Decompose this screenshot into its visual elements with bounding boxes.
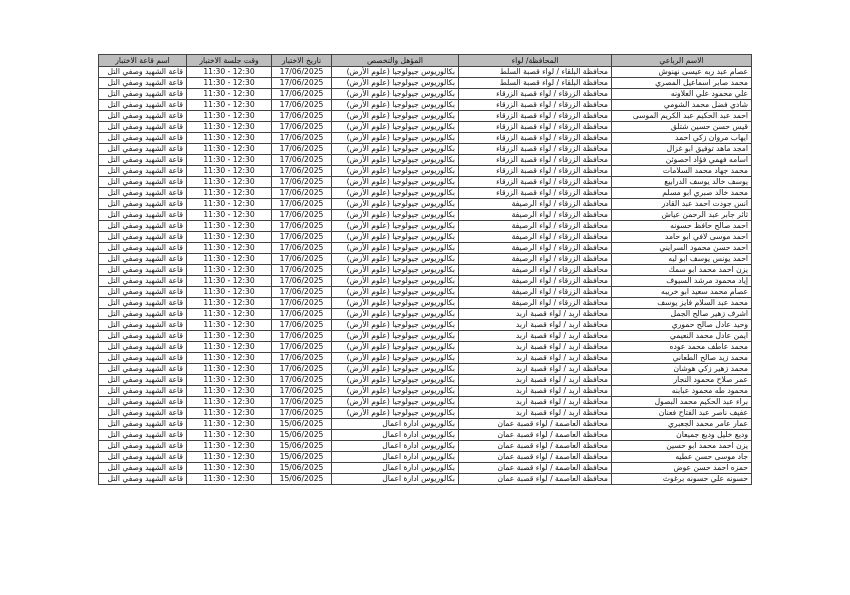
cell-time: 11:30 - 12:30 — [187, 221, 272, 232]
cell-qualification: بكالوريوس جيولوجيا (علوم الأرض) — [332, 122, 459, 133]
cell-hall: قاعة الشهيد وصفي التل — [99, 144, 187, 155]
cell-name: إياد محمود مرشد السيوف — [612, 276, 752, 287]
header-time: وقت جلسة الاختبار — [187, 55, 272, 67]
cell-governorate: محافظة الزرقاء / لواء قصبة الزرقاء — [459, 89, 612, 100]
cell-name: ايهاب مروان زكي احمد — [612, 133, 752, 144]
cell-name: يزن احمد محمد ابو حسين — [612, 441, 752, 452]
table-row — [99, 298, 752, 309]
cell-hall: قاعة الشهيد وصفي التل — [99, 342, 187, 353]
cell-time: 11:30 - 12:30 — [187, 265, 272, 276]
cell-qualification: بكالوريوس جيولوجيا (علوم الأرض) — [332, 210, 459, 221]
table-row — [99, 364, 752, 375]
cell-hall: قاعة الشهيد وصفي التل — [99, 265, 187, 276]
table-row — [99, 276, 752, 287]
table-row — [99, 144, 752, 155]
cell-hall: قاعة الشهيد وصفي التل — [99, 320, 187, 331]
cell-governorate: محافظة اربد / لواء قصبة اربد — [459, 320, 612, 331]
table-row — [99, 265, 752, 276]
cell-governorate: محافظة الزرقاء / لواء قصبة الزرقاء — [459, 144, 612, 155]
cell-time: 11:30 - 12:30 — [187, 243, 272, 254]
cell-time: 11:30 - 12:30 — [187, 122, 272, 133]
table-row — [99, 254, 752, 265]
cell-name: قيس حسن حسين شتلق — [612, 122, 752, 133]
cell-governorate: محافظة اربد / لواء قصبة اربد — [459, 353, 612, 364]
header-hall: اسم قاعة الاختبار — [99, 55, 187, 67]
cell-time: 11:30 - 12:30 — [187, 474, 272, 485]
cell-name: شادي فضل محمد الشومي — [612, 100, 752, 111]
cell-name: احمد موسى لافي ابو حامد — [612, 232, 752, 243]
cell-governorate: محافظة الزرقاء / لواء قصبة الزرقاء — [459, 166, 612, 177]
cell-governorate: محافظة الزرقاء / لواء الرصيفة — [459, 221, 612, 232]
header-governorate: المحافظة/ لواء — [459, 55, 612, 67]
cell-date: 17/06/2025 — [272, 155, 332, 166]
cell-governorate: محافظة اربد / لواء قصبة اربد — [459, 408, 612, 419]
cell-governorate: محافظة اربد / لواء قصبة اربد — [459, 386, 612, 397]
cell-governorate: محافظة الزرقاء / لواء الرصيفة — [459, 287, 612, 298]
table-row — [99, 221, 752, 232]
cell-hall: قاعة الشهيد وصفي التل — [99, 397, 187, 408]
cell-qualification: بكالوريوس جيولوجيا (علوم الأرض) — [332, 298, 459, 309]
cell-qualification: بكالوريوس جيولوجيا (علوم الأرض) — [332, 265, 459, 276]
cell-hall: قاعة الشهيد وصفي التل — [99, 199, 187, 210]
cell-date: 17/06/2025 — [272, 298, 332, 309]
table-row — [99, 474, 752, 485]
table-row — [99, 210, 752, 221]
cell-hall: قاعة الشهيد وصفي التل — [99, 452, 187, 463]
cell-qualification: بكالوريوس جيولوجيا (علوم الأرض) — [332, 397, 459, 408]
table-row — [99, 133, 752, 144]
cell-hall: قاعة الشهيد وصفي التل — [99, 474, 187, 485]
cell-name: احمد عبد الحكيم عبد الكريم الموسى — [612, 111, 752, 122]
cell-governorate: محافظة الزرقاء / لواء الرصيفة — [459, 243, 612, 254]
cell-qualification: بكالوريوس جيولوجيا (علوم الأرض) — [332, 188, 459, 199]
cell-date: 17/06/2025 — [272, 166, 332, 177]
cell-date: 17/06/2025 — [272, 276, 332, 287]
cell-governorate: محافظة البلقاء / لواء قصبة السلط — [459, 67, 612, 78]
cell-governorate: محافظة الزرقاء / لواء الرصيفة — [459, 210, 612, 221]
cell-qualification: بكالوريوس جيولوجيا (علوم الأرض) — [332, 67, 459, 78]
cell-date: 17/06/2025 — [272, 243, 332, 254]
cell-time: 11:30 - 12:30 — [187, 89, 272, 100]
header-qualification: المؤهل والتخصص — [332, 55, 459, 67]
cell-name: عمر صلاح محمود النجار — [612, 375, 752, 386]
cell-date: 15/06/2025 — [272, 419, 332, 430]
cell-date: 17/06/2025 — [272, 320, 332, 331]
header-name: الاسم الرباعي — [612, 55, 752, 67]
table-row — [99, 287, 752, 298]
cell-governorate: محافظة الزرقاء / لواء الرصيفة — [459, 254, 612, 265]
cell-qualification: بكالوريوس جيولوجيا (علوم الأرض) — [332, 78, 459, 89]
cell-date: 17/06/2025 — [272, 89, 332, 100]
cell-date: 17/06/2025 — [272, 331, 332, 342]
table-row — [99, 408, 752, 419]
table-row — [99, 199, 752, 210]
cell-name: محمود طه محمود عبابنه — [612, 386, 752, 397]
cell-name: وحيد عادل صالح حموري — [612, 320, 752, 331]
cell-name: براء عبد الحكيم محمد البصول — [612, 397, 752, 408]
table-row — [99, 419, 752, 430]
cell-time: 11:30 - 12:30 — [187, 342, 272, 353]
cell-name: محمد زيد صالح الطعاني — [612, 353, 752, 364]
cell-governorate: محافظة اربد / لواء قصبة اربد — [459, 331, 612, 342]
cell-governorate: محافظة الزرقاء / لواء الرصيفة — [459, 298, 612, 309]
cell-hall: قاعة الشهيد وصفي التل — [99, 221, 187, 232]
cell-governorate: محافظة الزرقاء / لواء الرصيفة — [459, 199, 612, 210]
table-row — [99, 331, 752, 342]
cell-hall: قاعة الشهيد وصفي التل — [99, 353, 187, 364]
cell-governorate: محافظة العاصمة / لواء قصبة عمان — [459, 430, 612, 441]
cell-hall: قاعة الشهيد وصفي التل — [99, 364, 187, 375]
cell-qualification: بكالوريوس جيولوجيا (علوم الأرض) — [332, 375, 459, 386]
cell-name: محمد عاطف محمد عوده — [612, 342, 752, 353]
cell-governorate: محافظة اربد / لواء قصبة اربد — [459, 364, 612, 375]
cell-time: 11:30 - 12:30 — [187, 386, 272, 397]
cell-time: 11:30 - 12:30 — [187, 133, 272, 144]
cell-time: 11:30 - 12:30 — [187, 188, 272, 199]
cell-name: محمد عبد السلام فايز يوسف — [612, 298, 752, 309]
table-row — [99, 89, 752, 100]
cell-date: 17/06/2025 — [272, 100, 332, 111]
cell-name: جاد موسى حسن عطيه — [612, 452, 752, 463]
cell-governorate: محافظة العاصمة / لواء قصبة عمان — [459, 419, 612, 430]
cell-date: 17/06/2025 — [272, 199, 332, 210]
cell-time: 11:30 - 12:30 — [187, 276, 272, 287]
table-row — [99, 100, 752, 111]
cell-name: احمد حسن محمود السرايني — [612, 243, 752, 254]
cell-hall: قاعة الشهيد وصفي التل — [99, 122, 187, 133]
cell-governorate: محافظة العاصمة / لواء قصبة عمان — [459, 463, 612, 474]
table-row — [99, 243, 752, 254]
cell-name: حمزه احمد حسن عوض — [612, 463, 752, 474]
exam-schedule-sheet — [98, 54, 751, 485]
cell-name: احمد يونس يوسف ابو ليه — [612, 254, 752, 265]
header-row — [99, 55, 752, 67]
cell-governorate: محافظة العاصمة / لواء قصبة عمان — [459, 452, 612, 463]
cell-governorate: محافظة اربد / لواء قصبة اربد — [459, 342, 612, 353]
cell-date: 17/06/2025 — [272, 188, 332, 199]
cell-qualification: بكالوريوس ادارة اعمال — [332, 419, 459, 430]
cell-name: عفيف ناصر عبد الفتاح فعنان — [612, 408, 752, 419]
cell-qualification: بكالوريوس جيولوجيا (علوم الأرض) — [332, 199, 459, 210]
table-row — [99, 386, 752, 397]
cell-time: 11:30 - 12:30 — [187, 430, 272, 441]
cell-governorate: محافظة الزرقاء / لواء الرصيفة — [459, 276, 612, 287]
cell-qualification: بكالوريوس جيولوجيا (علوم الأرض) — [332, 364, 459, 375]
cell-qualification: بكالوريوس جيولوجيا (علوم الأرض) — [332, 353, 459, 364]
cell-qualification: بكالوريوس جيولوجيا (علوم الأرض) — [332, 342, 459, 353]
cell-date: 17/06/2025 — [272, 210, 332, 221]
cell-qualification: بكالوريوس جيولوجيا (علوم الأرض) — [332, 89, 459, 100]
cell-date: 17/06/2025 — [272, 122, 332, 133]
cell-governorate: محافظة الزرقاء / لواء الرصيفة — [459, 232, 612, 243]
cell-name: امجد ماهد توفيق ابو غزال — [612, 144, 752, 155]
table-row — [99, 177, 752, 188]
cell-time: 11:30 - 12:30 — [187, 199, 272, 210]
cell-hall: قاعة الشهيد وصفي التل — [99, 78, 187, 89]
cell-time: 11:30 - 12:30 — [187, 441, 272, 452]
cell-hall: قاعة الشهيد وصفي التل — [99, 419, 187, 430]
cell-qualification: بكالوريوس جيولوجيا (علوم الأرض) — [332, 243, 459, 254]
cell-qualification: بكالوريوس جيولوجيا (علوم الأرض) — [332, 386, 459, 397]
cell-hall: قاعة الشهيد وصفي التل — [99, 166, 187, 177]
cell-date: 15/06/2025 — [272, 452, 332, 463]
cell-time: 11:30 - 12:30 — [187, 364, 272, 375]
cell-date: 17/06/2025 — [272, 144, 332, 155]
cell-hall: قاعة الشهيد وصفي التل — [99, 89, 187, 100]
cell-time: 11:30 - 12:30 — [187, 67, 272, 78]
table-row — [99, 232, 752, 243]
cell-governorate: محافظة الزرقاء / لواء قصبة الزرقاء — [459, 100, 612, 111]
cell-date: 17/06/2025 — [272, 353, 332, 364]
cell-hall: قاعة الشهيد وصفي التل — [99, 375, 187, 386]
cell-hall: قاعة الشهيد وصفي التل — [99, 232, 187, 243]
table-row — [99, 320, 752, 331]
cell-hall: قاعة الشهيد وصفي التل — [99, 441, 187, 452]
cell-qualification: بكالوريوس جيولوجيا (علوم الأرض) — [332, 287, 459, 298]
cell-date: 17/06/2025 — [272, 364, 332, 375]
cell-name: اشرف زهير صالح الجمل — [612, 309, 752, 320]
cell-qualification: بكالوريوس ادارة اعمال — [332, 441, 459, 452]
cell-name: محمد صابر اسماعيل المصري — [612, 78, 752, 89]
cell-qualification: بكالوريوس جيولوجيا (علوم الأرض) — [332, 254, 459, 265]
cell-governorate: محافظة الزرقاء / لواء الرصيفة — [459, 265, 612, 276]
cell-date: 17/06/2025 — [272, 67, 332, 78]
cell-name: حسونه علي حسونه برغوث — [612, 474, 752, 485]
table-row — [99, 441, 752, 452]
cell-time: 11:30 - 12:30 — [187, 353, 272, 364]
cell-name: ايمن عادل محمد النعيمي — [612, 331, 752, 342]
cell-hall: قاعة الشهيد وصفي التل — [99, 276, 187, 287]
cell-qualification: بكالوريوس ادارة اعمال — [332, 452, 459, 463]
cell-time: 11:30 - 12:30 — [187, 254, 272, 265]
cell-governorate: محافظة الزرقاء / لواء قصبة الزرقاء — [459, 188, 612, 199]
cell-governorate: محافظة اربد / لواء قصبة اربد — [459, 375, 612, 386]
cell-qualification: بكالوريوس جيولوجيا (علوم الأرض) — [332, 408, 459, 419]
cell-governorate: محافظة البلقاء / لواء قصبة السلط — [459, 78, 612, 89]
cell-governorate: محافظة اربد / لواء قصبة اربد — [459, 397, 612, 408]
cell-qualification: بكالوريوس جيولوجيا (علوم الأرض) — [332, 100, 459, 111]
cell-name: ثائر جابر عبد الرحمن عياش — [612, 210, 752, 221]
cell-qualification: بكالوريوس جيولوجيا (علوم الأرض) — [332, 309, 459, 320]
cell-name: عمار عامر محمد الجعبري — [612, 419, 752, 430]
cell-name: احمد صالح حافظ حسونه — [612, 221, 752, 232]
cell-date: 15/06/2025 — [272, 441, 332, 452]
cell-governorate: محافظة اربد / لواء قصبة اربد — [459, 309, 612, 320]
cell-date: 15/06/2025 — [272, 430, 332, 441]
table-row — [99, 67, 752, 78]
cell-qualification: بكالوريوس ادارة اعمال — [332, 474, 459, 485]
cell-date: 17/06/2025 — [272, 232, 332, 243]
cell-time: 11:30 - 12:30 — [187, 408, 272, 419]
cell-name: وديع خليل وديع جميعان — [612, 430, 752, 441]
cell-qualification: بكالوريوس جيولوجيا (علوم الأرض) — [332, 111, 459, 122]
cell-hall: قاعة الشهيد وصفي التل — [99, 133, 187, 144]
cell-time: 11:30 - 12:30 — [187, 375, 272, 386]
table-row — [99, 166, 752, 177]
cell-time: 11:30 - 12:30 — [187, 111, 272, 122]
table-row — [99, 375, 752, 386]
cell-date: 15/06/2025 — [272, 474, 332, 485]
table-row — [99, 111, 752, 122]
cell-time: 11:30 - 12:30 — [187, 331, 272, 342]
cell-qualification: بكالوريوس ادارة اعمال — [332, 430, 459, 441]
cell-hall: قاعة الشهيد وصفي التل — [99, 243, 187, 254]
cell-hall: قاعة الشهيد وصفي التل — [99, 386, 187, 397]
cell-governorate: محافظة الزرقاء / لواء قصبة الزرقاء — [459, 122, 612, 133]
cell-hall: قاعة الشهيد وصفي التل — [99, 100, 187, 111]
cell-qualification: بكالوريوس جيولوجيا (علوم الأرض) — [332, 232, 459, 243]
cell-date: 17/06/2025 — [272, 221, 332, 232]
cell-date: 17/06/2025 — [272, 408, 332, 419]
cell-qualification: بكالوريوس جيولوجيا (علوم الأرض) — [332, 331, 459, 342]
header-date: تاريخ الاختبار — [272, 55, 332, 67]
table-row — [99, 309, 752, 320]
table-body — [99, 67, 752, 485]
cell-hall: قاعة الشهيد وصفي التل — [99, 155, 187, 166]
cell-date: 17/06/2025 — [272, 177, 332, 188]
cell-hall: قاعة الشهيد وصفي التل — [99, 408, 187, 419]
cell-qualification: بكالوريوس جيولوجيا (علوم الأرض) — [332, 144, 459, 155]
cell-time: 11:30 - 12:30 — [187, 166, 272, 177]
cell-time: 11:30 - 12:30 — [187, 155, 272, 166]
table-row — [99, 353, 752, 364]
cell-name: محمد خالد صبري ابو مسلم — [612, 188, 752, 199]
cell-time: 11:30 - 12:30 — [187, 287, 272, 298]
cell-time: 11:30 - 12:30 — [187, 78, 272, 89]
cell-hall: قاعة الشهيد وصفي التل — [99, 177, 187, 188]
cell-hall: قاعة الشهيد وصفي التل — [99, 254, 187, 265]
cell-name: اسامه فهمي فؤاد احصوئن — [612, 155, 752, 166]
table-row — [99, 430, 752, 441]
cell-time: 11:30 - 12:30 — [187, 397, 272, 408]
table-row — [99, 122, 752, 133]
cell-hall: قاعة الشهيد وصفي التل — [99, 287, 187, 298]
cell-qualification: بكالوريوس جيولوجيا (علوم الأرض) — [332, 177, 459, 188]
cell-time: 11:30 - 12:30 — [187, 452, 272, 463]
table-row — [99, 188, 752, 199]
cell-name: عصام محمد سعيد ابو خريبه — [612, 287, 752, 298]
table-row — [99, 397, 752, 408]
cell-time: 11:30 - 12:30 — [187, 309, 272, 320]
cell-date: 17/06/2025 — [272, 386, 332, 397]
cell-time: 11:30 - 12:30 — [187, 463, 272, 474]
cell-date: 17/06/2025 — [272, 78, 332, 89]
cell-qualification: بكالوريوس جيولوجيا (علوم الأرض) — [332, 221, 459, 232]
cell-hall: قاعة الشهيد وصفي التل — [99, 188, 187, 199]
cell-name: علي محمود علي العلاونه — [612, 89, 752, 100]
cell-time: 11:30 - 12:30 — [187, 232, 272, 243]
cell-governorate: محافظة الزرقاء / لواء قصبة الزرقاء — [459, 111, 612, 122]
cell-time: 11:30 - 12:30 — [187, 177, 272, 188]
cell-name: يزن احمد محمد ابو سمك — [612, 265, 752, 276]
cell-governorate: محافظة العاصمة / لواء قصبة عمان — [459, 441, 612, 452]
cell-name: انس جودت احمد عبد القادر — [612, 199, 752, 210]
table-row — [99, 155, 752, 166]
cell-hall: قاعة الشهيد وصفي التل — [99, 463, 187, 474]
cell-hall: قاعة الشهيد وصفي التل — [99, 430, 187, 441]
cell-hall: قاعة الشهيد وصفي التل — [99, 210, 187, 221]
cell-governorate: محافظة الزرقاء / لواء قصبة الزرقاء — [459, 177, 612, 188]
cell-hall: قاعة الشهيد وصفي التل — [99, 309, 187, 320]
cell-date: 17/06/2025 — [272, 265, 332, 276]
cell-date: 17/06/2025 — [272, 375, 332, 386]
cell-governorate: محافظة الزرقاء / لواء قصبة الزرقاء — [459, 155, 612, 166]
cell-qualification: بكالوريوس جيولوجيا (علوم الأرض) — [332, 320, 459, 331]
table-row — [99, 452, 752, 463]
cell-time: 11:30 - 12:30 — [187, 100, 272, 111]
cell-governorate: محافظة العاصمة / لواء قصبة عمان — [459, 474, 612, 485]
table-row — [99, 78, 752, 89]
cell-date: 17/06/2025 — [272, 342, 332, 353]
cell-time: 11:30 - 12:30 — [187, 298, 272, 309]
cell-hall: قاعة الشهيد وصفي التل — [99, 331, 187, 342]
cell-qualification: بكالوريوس ادارة اعمال — [332, 463, 459, 474]
cell-name: محمد جهاد محمد السلامات — [612, 166, 752, 177]
cell-hall: قاعة الشهيد وصفي التل — [99, 111, 187, 122]
cell-time: 11:30 - 12:30 — [187, 210, 272, 221]
cell-qualification: بكالوريوس جيولوجيا (علوم الأرض) — [332, 133, 459, 144]
cell-qualification: بكالوريوس جيولوجيا (علوم الأرض) — [332, 276, 459, 287]
cell-governorate: محافظة الزرقاء / لواء قصبة الزرقاء — [459, 133, 612, 144]
cell-hall: قاعة الشهيد وصفي التل — [99, 298, 187, 309]
cell-name: عصام عبد ربه عيسى نهنوش — [612, 67, 752, 78]
cell-date: 17/06/2025 — [272, 309, 332, 320]
cell-name: يوسف خالد يوسف الدرابيع — [612, 177, 752, 188]
exam-schedule-table — [98, 54, 752, 485]
cell-date: 17/06/2025 — [272, 397, 332, 408]
cell-time: 11:30 - 12:30 — [187, 320, 272, 331]
cell-date: 17/06/2025 — [272, 287, 332, 298]
cell-qualification: بكالوريوس جيولوجيا (علوم الأرض) — [332, 166, 459, 177]
cell-name: محمد زهير زكي هوشان — [612, 364, 752, 375]
cell-date: 17/06/2025 — [272, 111, 332, 122]
cell-time: 11:30 - 12:30 — [187, 144, 272, 155]
cell-date: 17/06/2025 — [272, 133, 332, 144]
cell-hall: قاعة الشهيد وصفي التل — [99, 67, 187, 78]
cell-time: 11:30 - 12:30 — [187, 419, 272, 430]
table-row — [99, 342, 752, 353]
cell-date: 17/06/2025 — [272, 254, 332, 265]
cell-qualification: بكالوريوس جيولوجيا (علوم الأرض) — [332, 155, 459, 166]
table-row — [99, 463, 752, 474]
cell-date: 15/06/2025 — [272, 463, 332, 474]
